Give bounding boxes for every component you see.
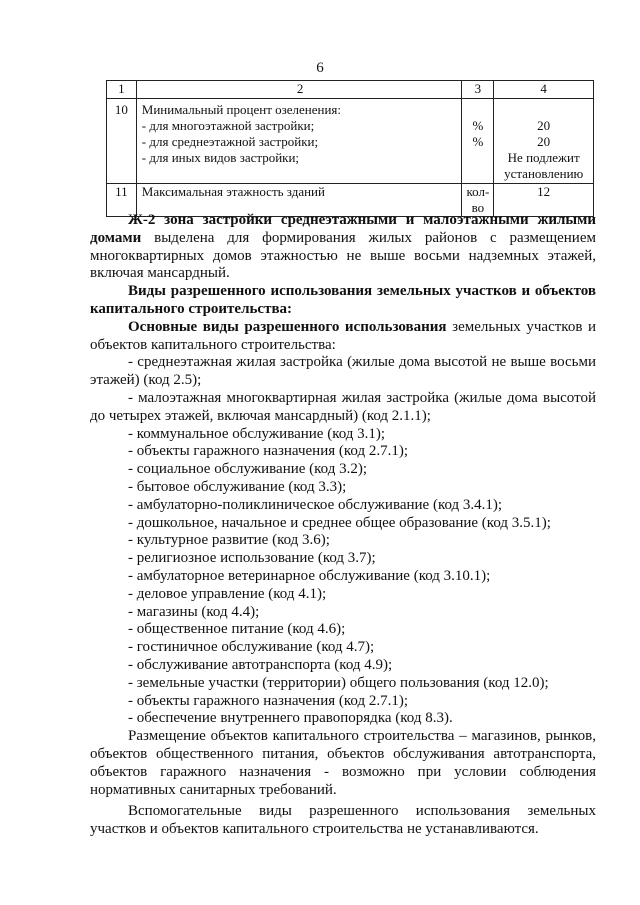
unit-line: во: [471, 200, 485, 215]
table-header-row: [107, 81, 594, 99]
list-item: - религиозное использование (код 3.7);: [128, 550, 376, 567]
unit-line: %: [472, 118, 484, 133]
row-value: 12: [494, 184, 594, 217]
list-item: - гостиничное обслуживание (код 4.7);: [128, 639, 375, 656]
list-item: - магазины (код 4.4);: [128, 603, 260, 620]
row-unit: [462, 99, 494, 184]
zone-description: выделена для формирования жилых районов с размещением многоквартирных домов этажностью не выше восьми надземных этажей, включая мансардный.: [90, 229, 596, 282]
zone-title: Ж-2 зона застройки среднеэтажными и малоэтажными жилыми домами: [90, 212, 596, 246]
header-cell: 2: [136, 81, 462, 99]
row-description: [136, 99, 462, 184]
list-item: - земельные участки (территории) общего пользования (код 12.0);: [128, 674, 549, 691]
list-item: - общественное питание (код 4.6);: [128, 621, 346, 638]
placement-note: Размещение объектов капитального строительства – магазинов, рынков, объектов общественного питания, объектов обслуживания автотранспорта, объектов гаражного назначения - возможно при условии соблюдения нормативных санитарных требований.: [90, 728, 596, 798]
list-item: - обслуживание автотранспорта (код 4.9);: [128, 656, 393, 673]
header-cell: 1: [107, 81, 137, 99]
list-item: - амбулаторно-поликлиническое обслуживание (код 3.4.1);: [128, 496, 503, 513]
list-item: - амбулаторное ветеринарное обслуживание (код 3.10.1);: [128, 567, 491, 584]
list-item: - объекты гаражного назначения (код 2.7.1);: [128, 692, 409, 709]
unit-line: %: [472, 134, 484, 149]
value-line: 20: [537, 118, 551, 133]
page-number: 6: [316, 60, 324, 76]
auxiliary-note: Вспомогательные виды разрешенного использования земельных участков и объектов капитального строительства не устанавливаются.: [90, 803, 596, 838]
desc-line: Минимальный процент озеленения:: [141, 102, 342, 117]
main-types-title: Основные виды разрешенного использования: [128, 318, 447, 335]
list-item: - обеспечение внутреннего правопорядка (код 8.3).: [128, 710, 453, 727]
list-item: - деловое управление (код 4.1);: [128, 585, 327, 602]
header-cell: 3: [462, 81, 494, 99]
value-line: установлению: [504, 166, 584, 181]
unit-line: кол-: [466, 184, 490, 199]
list-item: - коммунальное обслуживание (код 3.1);: [128, 425, 386, 442]
main-types-rest: земельных участков и объектов капитального строительства:: [90, 318, 597, 353]
body-text: [90, 212, 596, 839]
desc-line: - для иных видов застройки;: [141, 150, 300, 165]
list-item: - бытовое обслуживание (код 3.3);: [128, 478, 347, 495]
list-item: - объекты гаражного назначения (код 2.7.1);: [128, 443, 409, 460]
list-item: - дошкольное, начальное и среднее общее образование (код 3.5.1);: [128, 514, 551, 531]
list-item: - среднеэтажная жилая застройка (жилые дома высотой не выше восьми этажей) (код 2.5);: [90, 354, 596, 389]
list-item: - культурное развитие (код 3.6);: [128, 532, 330, 549]
row-number: 10: [107, 99, 137, 184]
row-value: [494, 99, 594, 184]
value-line: 20: [537, 134, 551, 149]
main-types-intro: [90, 319, 596, 355]
header-cell: 4: [494, 81, 594, 99]
value-line: Не подлежит: [507, 150, 580, 165]
zone-paragraph: [90, 212, 596, 283]
list-item: - малоэтажная многоквартирная жилая застройка (жилые дома высотой до четырех этажей, включая мансардный) (код 2.1.1);: [90, 389, 596, 424]
types-heading: Виды разрешенного использования земельных участков и объектов капитального строительства:: [90, 283, 596, 317]
row-number: 11: [107, 184, 137, 217]
table-row: [107, 99, 594, 184]
desc-line: - для среднеэтажной застройки;: [141, 134, 319, 149]
list-item: - социальное обслуживание (код 3.2);: [128, 461, 368, 478]
parameters-table: [106, 80, 594, 217]
desc-line: - для многоэтажной застройки;: [141, 118, 315, 133]
row-description: Максимальная этажность зданий: [136, 184, 462, 217]
